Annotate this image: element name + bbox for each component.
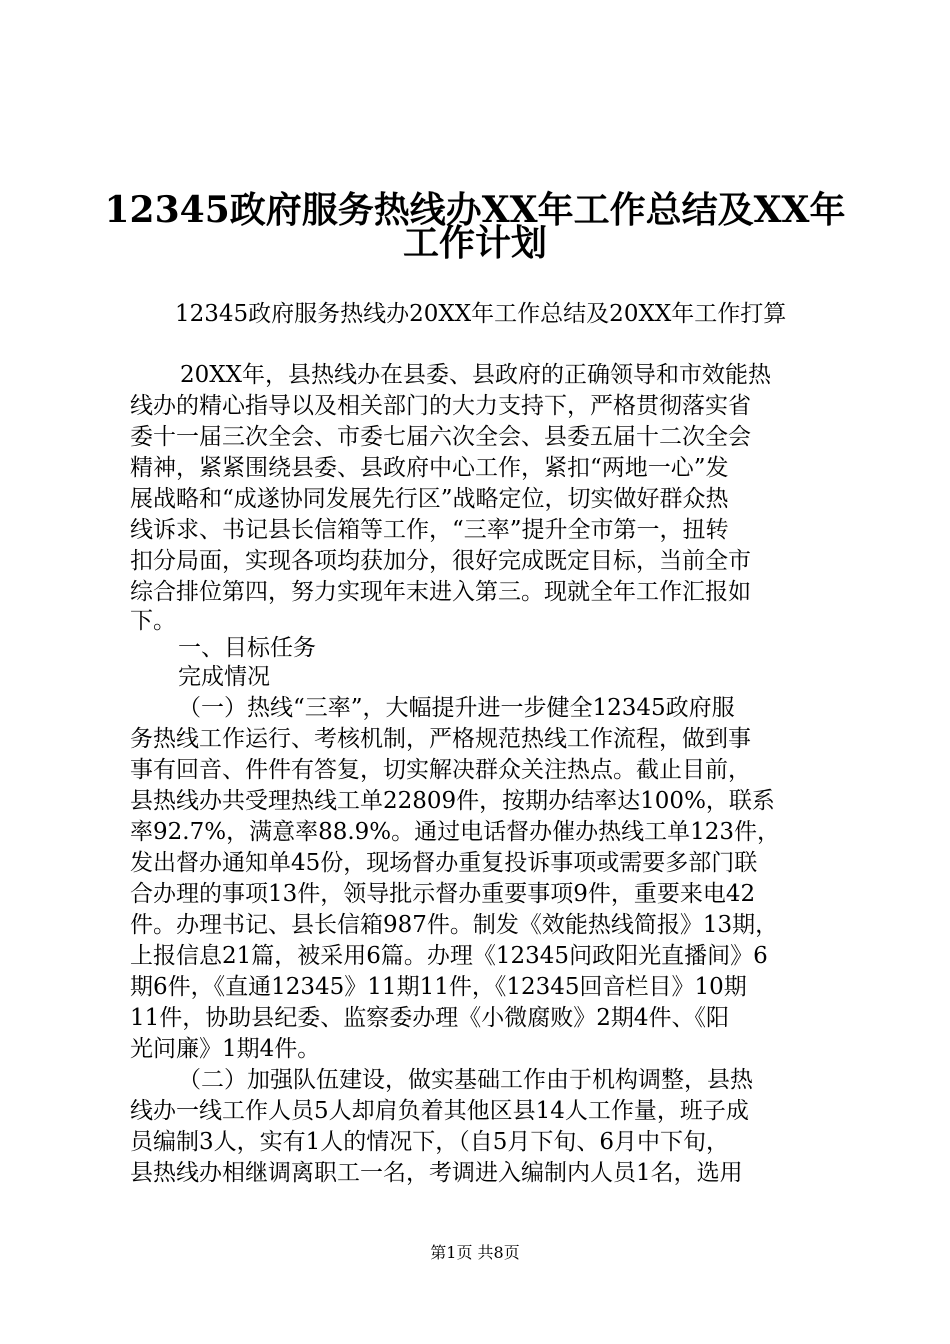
body-line: 上报信息21篇，被采用6篇。办理《12345问政阳光直播间》6: [130, 943, 768, 969]
body-line: 务热线工作运行、考核机制，严格规范热线工作流程，做到事: [130, 726, 751, 752]
body-line: 下。: [130, 608, 176, 634]
body-line: （一）热线“三率”，大幅提升进一步健全12345政府服: [178, 695, 735, 721]
body-line: 员编制3人，实有1人的情况下，（自5月下旬、6月中下旬，: [130, 1129, 730, 1155]
body-line: 县热线办共受理热线工单22809件，按期办结率达100%，联系: [130, 788, 775, 814]
body-line: 展战略和“成遂协同发展先行区”战略定位，切实做好群众热: [130, 486, 729, 512]
body-line: 线办一线工作人员5人却肩负着其他区县14人工作量，班子成: [130, 1098, 749, 1124]
body-line: 线办的精心指导以及相关部门的大力支持下，严格贯彻落实省: [130, 393, 751, 419]
document-title-line-2: 工作计划: [402, 222, 547, 264]
body-line: 扣分局面，实现各项均获加分，很好完成既定目标，当前全市: [130, 548, 751, 574]
body-line: 件。办理书记、县长信箱987件。制发《效能热线简报》13期，: [130, 912, 779, 938]
body-line: 委十一届三次全会、市委七届六次全会、县委五届十二次全会: [130, 424, 751, 450]
document-subtitle: 12345政府服务热线办20XX年工作总结及20XX年工作打算: [175, 301, 787, 327]
section-heading: 一、目标任务: [178, 635, 316, 661]
body-line: 县热线办相继调离职工一名，考调进入编制内人员1名，选用: [130, 1160, 743, 1186]
body-line: 事有回音、件件有答复，切实解决群众关注热点。截止目前，: [130, 757, 751, 783]
body-line: 期6件，《直通12345》11期11件，《12345回音栏目》10期: [130, 974, 747, 1000]
body-line: 合办理的事项13件，领导批示督办重要事项9件，重要来电42: [130, 881, 756, 907]
body-line: 综合排位第四，努力实现年末进入第三。现就全年工作汇报如: [130, 579, 751, 605]
body-line: 光问廉》1期4件。: [130, 1036, 321, 1062]
body-line: 率92.7%，满意率88.9%。通过电话督办催办热线工单123件，: [130, 819, 781, 845]
body-line: 11件，协助县纪委、监察委办理《小微腐败》2期4件、《阳: [130, 1005, 730, 1031]
body-line: 20XX年，县热线办在县委、县政府的正确领导和市效能热: [180, 362, 772, 388]
section-subheading: 完成情况: [178, 664, 270, 690]
page-footer: 第1页 共8页: [430, 1243, 520, 1262]
body-line: 精神，紧紧围绕县委、县政府中心工作，紧扣“两地一心”发: [130, 455, 729, 481]
body-line: （二）加强队伍建设，做实基础工作由于机构调整，县热: [178, 1067, 753, 1093]
document-title-line-1: 12345政府服务热线办XX年工作总结及XX年: [104, 189, 846, 231]
body-line: 发出督办通知单45份，现场督办重复投诉事项或需要多部门联: [130, 850, 758, 876]
body-line: 线诉求、书记县长信箱等工作，“三率”提升全市第一，扭转: [130, 517, 729, 543]
